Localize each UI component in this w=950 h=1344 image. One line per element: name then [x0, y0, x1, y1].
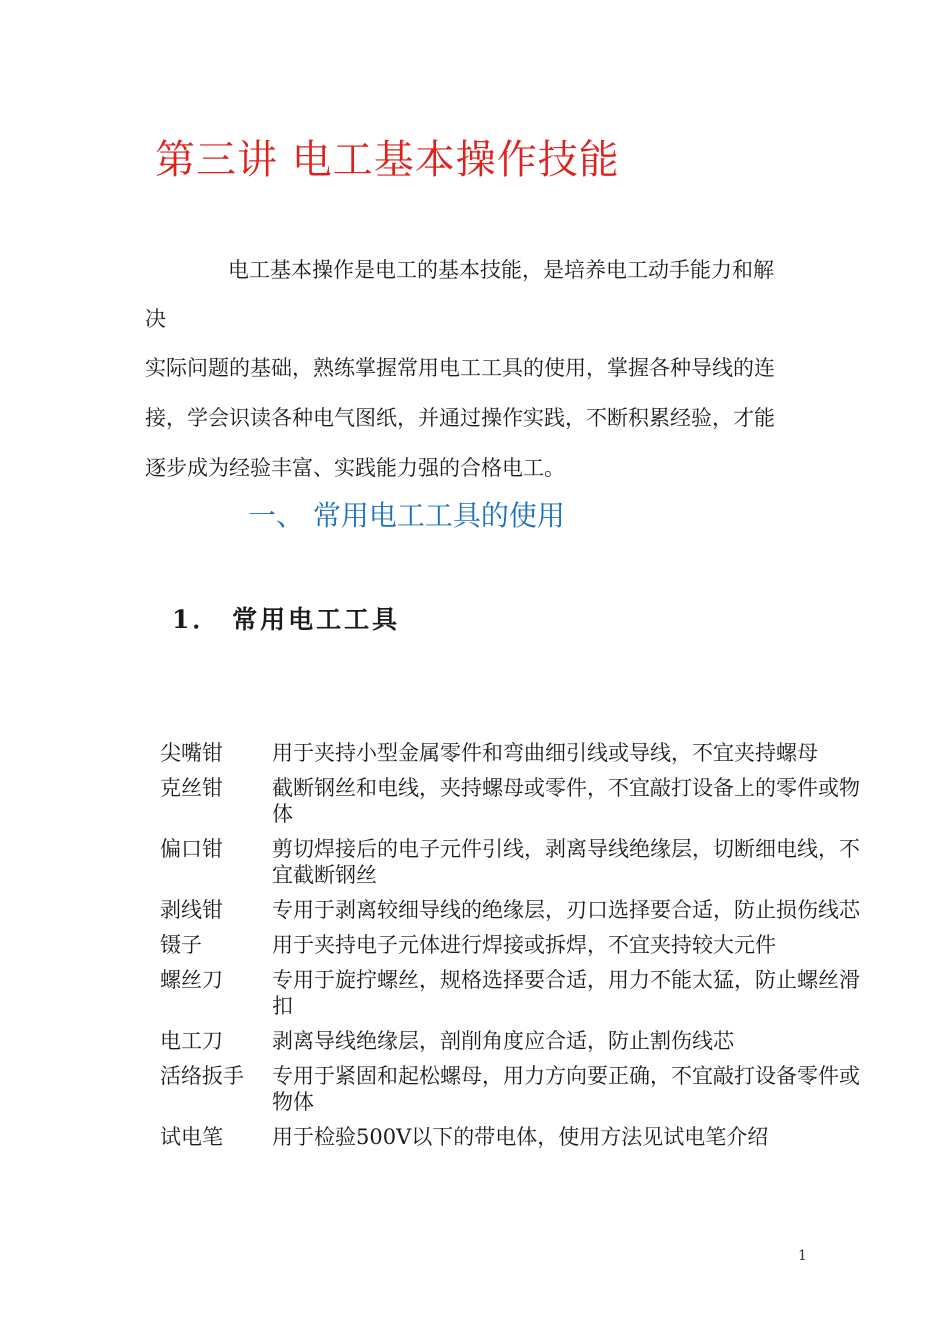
tool-name: 偏口钳: [160, 837, 223, 861]
tool-name: 电工刀: [160, 1029, 223, 1053]
intro-line-1: 电工基本操作是电工的基本技能，是培养电工动手能力和解: [228, 258, 774, 282]
tool-row: [160, 967, 880, 1019]
tool-name: 活络扳手: [160, 1064, 244, 1088]
section-heading: 一、 常用电工工具的使用: [248, 499, 565, 532]
tool-desc: 专用于旋拧螺丝，规格选择要合适，用力不能太猛，防止螺丝滑扣: [272, 968, 860, 1018]
intro-line-5: 逐步成为经验丰富、实践能力强的合格电工。: [145, 456, 565, 480]
subsection-heading: 1． 常用电工工具: [172, 605, 401, 634]
tool-desc: 用于夹持小型金属零件和弯曲细引线或导线，不宜夹持螺母: [272, 741, 818, 765]
tool-name: 镊子: [160, 933, 202, 957]
tool-row: [160, 836, 880, 888]
tool-desc: 剥离导线绝缘层，剖削角度应合适，防止割伤线芯: [272, 1029, 734, 1053]
tool-name: 尖嘴钳: [160, 741, 223, 765]
tool-row: [160, 775, 880, 827]
tool-row: [160, 1063, 880, 1115]
intro-line-4: 接，学会识读各种电气图纸，并通过操作实践，不断积累经验，才能: [145, 406, 775, 430]
tool-name: 螺丝刀: [160, 968, 223, 992]
tool-row: [160, 932, 880, 958]
tool-row: [160, 1028, 880, 1054]
tool-name: 试电笔: [160, 1125, 223, 1149]
tool-desc: 用于夹持电子元体进行焊接或拆焊，不宜夹持较大元件: [272, 933, 776, 957]
page-number: 1: [798, 1248, 807, 1264]
tool-row: [160, 897, 880, 923]
tool-desc: 专用于紧固和起松螺母，用力方向要正确，不宜敲打设备零件或物体: [272, 1064, 860, 1114]
tools-list: [160, 740, 880, 1159]
tool-desc: 截断钢丝和电线，夹持螺母或零件，不宜敲打设备上的零件或物体: [272, 776, 860, 826]
tool-row: [160, 1124, 880, 1150]
tool-row: [160, 740, 880, 766]
tool-name: 克丝钳: [160, 776, 223, 800]
tool-desc: 专用于剥离较细导线的绝缘层，刃口选择要合适，防止损伤线芯: [272, 898, 860, 922]
tool-desc: 剪切焊接后的电子元件引线，剥离导线绝缘层，切断细电线，不宜截断钢丝: [272, 837, 860, 887]
tool-desc: 用于检验500V以下的带电体，使用方法见试电笔介绍: [272, 1125, 769, 1149]
intro-line-3: 实际问题的基础，熟练掌握常用电工工具的使用，掌握各种导线的连: [145, 356, 775, 380]
tool-name: 剥线钳: [160, 898, 223, 922]
page-title: 第三讲 电工基本操作技能: [155, 137, 620, 183]
intro-line-2: 决: [145, 307, 166, 331]
